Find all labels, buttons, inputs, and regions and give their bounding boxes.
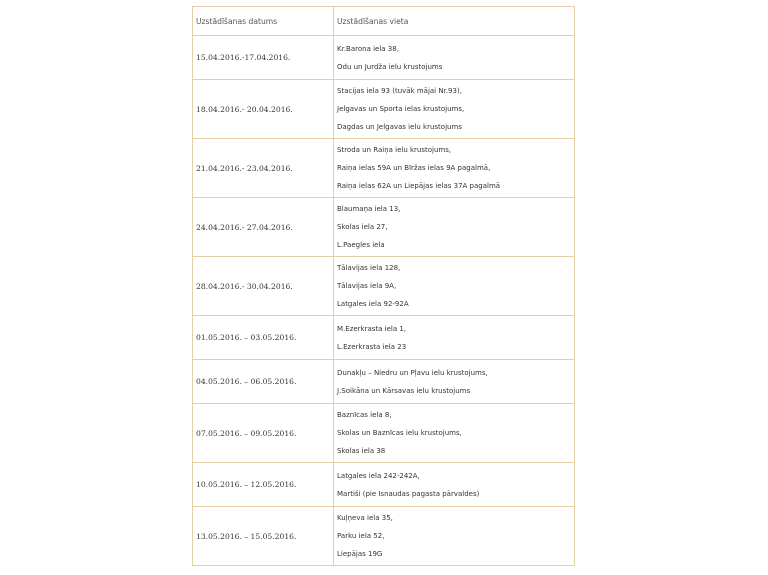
location-line: Odu un Jurdža ielu krustojums — [337, 62, 443, 71]
location-line: L.Ezerkrasta iela 23 — [337, 342, 407, 351]
location-line: Stroda un Raiņa ielu krustojums, — [337, 146, 452, 154]
location-line: Kr.Barona iela 38, — [337, 44, 399, 53]
header-date: Uzstādīšanas datums — [193, 7, 334, 36]
location-line: Dagdas un Jelgavas ielu krustojums — [337, 123, 462, 131]
location-line: Liepājas 19G — [337, 550, 383, 558]
location-line: Skolas iela 38 — [337, 447, 386, 455]
location-line: Tālavijas iela 128, — [337, 264, 401, 272]
table-row — [193, 404, 575, 463]
table-header-row — [193, 7, 575, 36]
date-cell: 24.04.2016.- 27.04.2016. — [193, 198, 334, 257]
location-line: Martiši (pie Isnaudas pagasta pārvaldes) — [337, 489, 480, 498]
location-line: Kuļņeva iela 35, — [337, 514, 393, 522]
place-cell — [334, 404, 575, 463]
date-cell: 21.04.2016.- 23.04.2016. — [193, 139, 334, 198]
location-line: J.Soikāna un Kārsavas ielu krustojums — [337, 386, 471, 395]
date-cell: 10.05.2016. – 12.05.2016. — [193, 463, 334, 507]
date-cell: 15.04.2016.-17.04.2016. — [193, 36, 334, 80]
place-cell — [334, 360, 575, 404]
location-line: Baznīcas iela 8, — [337, 411, 392, 419]
location-line: Raiņa ielas 62A un Liepājas ielas 37A pagalmā — [337, 182, 501, 190]
date-cell: 01.05.2016. – 03.05.2016. — [193, 316, 334, 360]
location-line: Latgales iela 92-92A — [337, 300, 409, 308]
date-cell: 04.05.2016. – 06.05.2016. — [193, 360, 334, 404]
location-line: L.Paegles iela — [337, 241, 385, 249]
table-row — [193, 80, 575, 139]
place-cell — [334, 139, 575, 198]
date-cell: 13.05.2016. – 15.05.2016. — [193, 507, 334, 566]
location-line: Parku iela 52, — [337, 532, 385, 540]
location-line: Jelgavas un Sporta ielas krustojums, — [337, 105, 465, 113]
location-line: Latgales iela 242-242A, — [337, 471, 420, 480]
place-cell — [334, 198, 575, 257]
table-row — [193, 463, 575, 507]
location-line: Skolas iela 27, — [337, 223, 388, 231]
table-row — [193, 257, 575, 316]
location-line: Stacijas iela 93 (tuvāk mājai Nr.93), — [337, 87, 462, 95]
schedule-body — [193, 36, 575, 566]
schedule-table — [192, 6, 575, 566]
date-cell: 28.04.2016.- 30.04.2016. — [193, 257, 334, 316]
date-cell: 18.04.2016.- 20.04.2016. — [193, 80, 334, 139]
date-cell: 07.05.2016. – 09.05.2016. — [193, 404, 334, 463]
location-line: Tālavijas iela 9A, — [337, 282, 397, 290]
table-row — [193, 198, 575, 257]
place-cell — [334, 80, 575, 139]
location-line: M.Ezerkrasta iela 1, — [337, 324, 407, 333]
place-cell — [334, 257, 575, 316]
header-place: Uzstādīšanas vieta — [334, 7, 575, 36]
place-cell — [334, 316, 575, 360]
table-row — [193, 316, 575, 360]
table-row — [193, 507, 575, 566]
table-row — [193, 360, 575, 404]
place-cell — [334, 463, 575, 507]
table-row — [193, 36, 575, 80]
location-line: Skolas un Baznīcas ielu krustojums, — [337, 429, 462, 437]
place-cell — [334, 36, 575, 80]
place-cell — [334, 507, 575, 566]
table-row — [193, 139, 575, 198]
location-line: Raiņa ielas 59A un Bīržas ielas 9A pagalmā, — [337, 164, 491, 172]
location-line: Dunakļu – Niedru un Pļavu ielu krustojums, — [337, 368, 488, 377]
location-line: Blaumaņa iela 13, — [337, 205, 401, 213]
